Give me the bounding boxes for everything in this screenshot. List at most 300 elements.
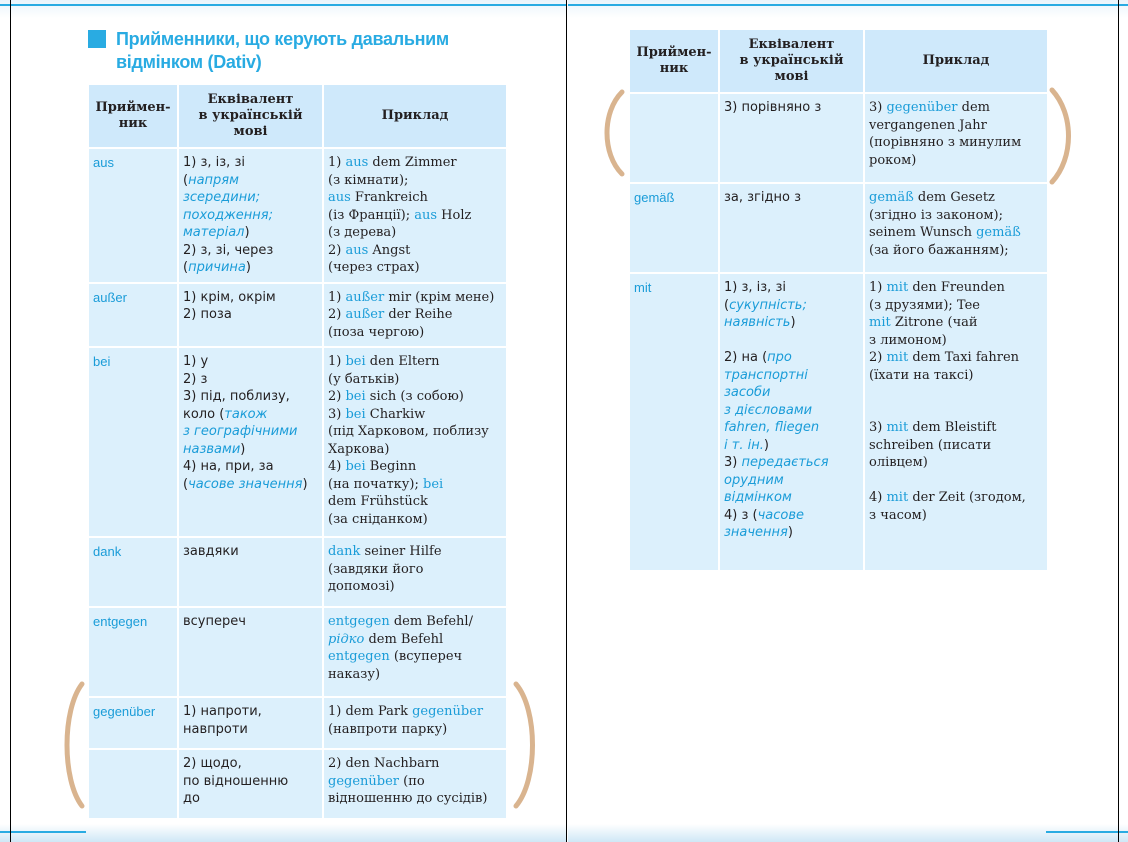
text-run: 2)	[328, 307, 346, 322]
german-preposition: entgegen	[328, 649, 390, 664]
cell-line	[869, 242, 1043, 260]
text-run: роком)	[869, 152, 917, 168]
cell-line	[328, 631, 502, 649]
cell-line	[328, 306, 502, 324]
preposition-cell: außer	[89, 284, 177, 347]
text-run: 4) на, при, за	[183, 459, 274, 474]
page-right-margin-line	[1118, 0, 1119, 842]
text-run: 4) з (	[724, 507, 758, 523]
header-equiv-line: в українській	[198, 108, 303, 123]
text-run: 1)	[869, 280, 887, 295]
german-preposition: mit	[886, 350, 909, 365]
text-run: 1) dem Park	[328, 704, 413, 719]
header-prep-line: ник	[118, 116, 148, 131]
text-run: 3) під, поблизу,	[183, 389, 290, 404]
cell-line	[328, 388, 502, 406]
table-row	[89, 348, 506, 536]
cell-line	[724, 332, 859, 350]
equivalent-cell	[720, 94, 863, 182]
cell-line	[183, 207, 318, 225]
example-cell	[324, 538, 506, 606]
text-run: 3)	[869, 420, 887, 435]
text-run: (завдяки його	[328, 561, 424, 577]
usage-note: передається	[741, 455, 829, 470]
german-preposition: aus	[328, 190, 351, 205]
cell-line	[183, 242, 318, 260]
right-open-bracket-icon	[598, 88, 628, 178]
text-run: den Freunden	[908, 280, 1005, 295]
text-run: vergangenen Jahr	[869, 117, 987, 133]
cell-line	[328, 721, 502, 739]
heading-square-icon	[88, 30, 106, 48]
table-body-right	[630, 94, 1047, 570]
text-run: seiner Hilfe	[360, 544, 442, 559]
text-run: 4)	[869, 490, 887, 505]
header-preposition	[630, 30, 718, 92]
text-run: Holz	[437, 207, 472, 223]
text-run: )	[245, 260, 251, 275]
cell-line	[183, 721, 318, 739]
left-open-bracket-icon	[58, 680, 88, 810]
cell-line	[724, 297, 859, 315]
german-preposition: mit	[886, 490, 909, 505]
cell-line	[328, 189, 502, 207]
german-preposition: bei	[345, 459, 366, 474]
usage-note: значення	[724, 525, 788, 540]
text-run: 2)	[328, 242, 346, 258]
text-run: (згідно із законом);	[869, 207, 1003, 223]
text-run: der Reihe	[384, 307, 453, 322]
usage-note: і т. ін.	[724, 437, 764, 453]
text-run: )	[302, 476, 308, 492]
usage-note: часове	[757, 507, 805, 523]
text-run: Angst	[368, 242, 411, 258]
text-run: 2) щодо,	[183, 756, 242, 771]
text-run: 2) на (	[724, 350, 768, 365]
text-run: )	[787, 525, 793, 540]
header-example: Приклад	[865, 30, 1047, 92]
equivalent-cell	[179, 149, 322, 282]
usage-note: fahren, fliegen	[724, 420, 820, 435]
example-cell	[324, 608, 506, 696]
text-run: dem Bleistift	[908, 420, 997, 435]
cell-line	[869, 224, 1043, 242]
text-run: 4)	[328, 459, 346, 474]
cell-line	[724, 384, 859, 402]
preposition-cell: aus	[89, 149, 177, 282]
equivalent-cell	[179, 608, 322, 696]
text-run: Харкова)	[328, 441, 390, 457]
cell-line	[869, 117, 1043, 135]
cell-line	[328, 406, 502, 424]
text-run: dem Frühstück	[328, 494, 428, 509]
german-preposition: bei	[423, 476, 444, 492]
cell-line	[724, 489, 859, 507]
cell-line	[869, 489, 1043, 507]
german-preposition: aus	[345, 242, 369, 258]
german-preposition: aus	[345, 155, 369, 170]
example-cell	[324, 149, 506, 282]
text-run: (порівняно з минулим	[869, 135, 1022, 150]
german-preposition: gemäß	[869, 190, 914, 205]
text-run: den Eltern	[365, 354, 440, 369]
example-cell	[865, 274, 1047, 570]
cell-line	[328, 423, 502, 441]
german-preposition: gegenüber	[328, 773, 400, 789]
cell-line	[183, 476, 318, 494]
equivalent-cell	[179, 348, 322, 536]
cell-line	[183, 441, 318, 459]
preposition-cell: dank	[89, 538, 177, 606]
cell-line	[328, 476, 502, 494]
text-run: Charkiw	[365, 406, 426, 422]
cell-line	[869, 297, 1043, 315]
cell-line	[183, 289, 318, 307]
text-run: Beginn	[365, 459, 417, 474]
table-row	[89, 608, 506, 696]
header-equiv-line: мові	[233, 124, 268, 139]
cell-line	[869, 279, 1043, 297]
cell-line	[183, 353, 318, 371]
german-preposition: gegenüber	[412, 704, 484, 719]
cell-line	[328, 773, 502, 791]
usage-note: напрям	[188, 172, 239, 188]
cell-line	[328, 511, 502, 529]
example-cell	[324, 698, 506, 748]
right-close-bracket-icon	[1044, 86, 1078, 186]
table-row	[630, 184, 1047, 272]
cell-line	[183, 790, 318, 808]
text-run: )	[244, 225, 250, 240]
cell-line	[869, 349, 1043, 367]
text-run: наказу)	[328, 666, 381, 682]
cell-line	[328, 353, 502, 371]
cell-line	[183, 613, 318, 631]
cell-line	[183, 224, 318, 242]
cell-line	[328, 224, 502, 242]
table-row	[630, 94, 1047, 182]
text-run: відношенню до сусідів)	[328, 791, 488, 806]
cell-line	[869, 507, 1043, 525]
german-preposition: gegenüber	[886, 100, 958, 115]
text-run: seinem Wunsch	[869, 225, 977, 240]
header-prep-line: ник	[659, 61, 689, 76]
german-preposition: dank	[328, 544, 361, 559]
usage-note: матеріал	[183, 225, 245, 240]
text-run: 1) напроти,	[183, 704, 262, 719]
cell-line	[869, 384, 1043, 402]
cell-line	[328, 648, 502, 666]
text-run: 1) з, із, зі	[183, 155, 245, 170]
text-run: з лимоном)	[869, 332, 947, 348]
text-run: навпроти	[183, 721, 248, 737]
cell-line	[328, 790, 502, 808]
cell-line	[869, 99, 1043, 117]
cell-line	[724, 437, 859, 455]
text-run: (з дерева)	[328, 225, 397, 240]
text-run: der Zeit (згодом,	[908, 490, 1026, 505]
text-run: 2)	[869, 350, 887, 365]
usage-note: рідко	[328, 631, 365, 647]
cell-line	[724, 402, 859, 420]
text-run: всупереч	[183, 614, 246, 629]
example-cell	[324, 348, 506, 536]
cell-line	[328, 324, 502, 342]
page-spine-line	[566, 0, 567, 842]
text-run: mir (крім мене)	[384, 289, 495, 305]
usage-note: відмінком	[724, 490, 792, 505]
cell-line	[724, 279, 859, 297]
text-run: 2) den Nachbarn	[328, 756, 440, 771]
header-example: Приклад	[324, 85, 506, 147]
cell-line	[869, 332, 1043, 350]
text-run: допомозі)	[328, 579, 395, 594]
table-body-left	[89, 149, 506, 818]
german-preposition: außer	[345, 289, 385, 305]
table-row	[89, 750, 506, 818]
text-run: (з кімнати);	[328, 172, 409, 188]
cell-line	[183, 703, 318, 721]
preposition-cell: mit	[630, 274, 718, 570]
usage-note: походження;	[183, 207, 273, 223]
cell-line	[724, 349, 859, 367]
table-row	[89, 698, 506, 748]
cell-line	[328, 371, 502, 389]
text-run: 3) порівняно з	[724, 100, 822, 115]
text-run: олівцем)	[869, 455, 928, 470]
usage-note: про	[767, 350, 792, 365]
table-row	[89, 149, 506, 282]
text-run: 2)	[328, 389, 346, 404]
german-preposition: mit	[886, 420, 909, 435]
equivalent-cell	[720, 184, 863, 272]
page-left-margin-line	[10, 0, 11, 842]
german-preposition: bei	[345, 389, 366, 404]
cell-line	[869, 152, 1043, 170]
example-cell	[865, 94, 1047, 182]
text-run: коло (	[183, 406, 225, 422]
cell-line	[869, 437, 1043, 455]
text-run: 2) з	[183, 371, 208, 387]
table-row	[89, 538, 506, 606]
text-run: 1) з, із, зі	[724, 280, 786, 295]
heading-text	[116, 28, 449, 74]
cell-line	[328, 289, 502, 307]
equivalent-cell	[179, 538, 322, 606]
text-run: Frankreich	[350, 190, 428, 205]
text-run: (за сніданком)	[328, 511, 428, 527]
text-run: Zitrone (чай	[890, 315, 978, 330]
example-cell	[865, 184, 1047, 272]
equivalent-cell	[179, 284, 322, 347]
text-run: 1) крім, окрім	[183, 289, 276, 305]
text-run: (по	[399, 773, 425, 789]
cell-line	[869, 314, 1043, 332]
cell-line	[183, 388, 318, 406]
text-run: schreiben (писати	[869, 437, 992, 453]
dativ-prepositions-table-right	[628, 28, 1049, 572]
text-run: 2) з, зі, через	[183, 242, 274, 258]
cell-line	[328, 613, 502, 631]
text-run: завдяки	[183, 544, 239, 559]
cell-line	[183, 306, 318, 324]
left-close-bracket-icon	[508, 680, 542, 810]
equivalent-cell	[720, 274, 863, 570]
german-preposition: mit	[869, 315, 891, 330]
header-equiv-line: в українській	[739, 53, 844, 68]
text-run: 1)	[328, 289, 346, 305]
cell-line	[328, 755, 502, 773]
text-run: 2) поза	[183, 307, 232, 322]
cell-line	[183, 259, 318, 277]
preposition-cell: gemäß	[630, 184, 718, 272]
cell-line	[328, 666, 502, 684]
usage-note: також	[224, 406, 268, 422]
cell-line	[183, 172, 318, 190]
preposition-cell	[89, 750, 177, 818]
text-run: (	[183, 260, 189, 275]
text-run: (із Франції);	[328, 207, 415, 223]
cell-line	[183, 423, 318, 441]
preposition-cell: bei	[89, 348, 177, 536]
german-preposition: bei	[345, 354, 366, 369]
cell-line	[869, 207, 1043, 225]
cell-line	[724, 472, 859, 490]
german-preposition: gemäß	[976, 225, 1021, 240]
text-run: (з друзями); Tee	[869, 297, 980, 313]
header-prep-line: Приймен-	[95, 100, 171, 115]
text-run: dem	[957, 100, 990, 115]
usage-note: наявність	[724, 315, 791, 330]
cell-line	[328, 578, 502, 596]
cell-line	[183, 189, 318, 207]
cell-line	[328, 493, 502, 511]
text-run: dem Befehl/	[389, 614, 473, 629]
usage-note: причина	[188, 260, 246, 275]
text-run: до	[183, 791, 200, 806]
cell-line	[724, 189, 859, 207]
cell-line	[328, 441, 502, 459]
text-run: (	[724, 297, 730, 313]
cell-line	[869, 189, 1043, 207]
preposition-cell: entgegen	[89, 608, 177, 696]
usage-note: з географічними	[183, 424, 298, 439]
cell-line	[183, 406, 318, 424]
text-run: dem Zimmer	[368, 155, 457, 170]
bottom-border-left	[0, 824, 566, 842]
equivalent-cell	[179, 698, 322, 748]
german-preposition: mit	[886, 280, 909, 295]
table-row	[630, 274, 1047, 570]
text-run: )	[240, 441, 246, 457]
german-preposition: entgegen	[328, 614, 390, 629]
usage-note: сукупність;	[729, 297, 807, 313]
cell-line	[183, 543, 318, 561]
cell-line	[724, 507, 859, 525]
text-run: за, згідно з	[724, 190, 801, 205]
text-run: 1) у	[183, 354, 209, 369]
header-equivalent	[720, 30, 863, 92]
text-run: dem Taxi fahren	[908, 350, 1020, 365]
header-equivalent	[179, 85, 322, 147]
cell-line	[183, 755, 318, 773]
cell-line	[869, 402, 1043, 420]
text-run: (у батьків)	[328, 371, 400, 387]
cell-line	[328, 242, 502, 260]
text-run: з часом)	[869, 507, 927, 523]
header-equiv-line: Еквівалент	[207, 92, 294, 107]
cell-line	[724, 524, 859, 542]
preposition-cell: gegenüber	[89, 698, 177, 748]
cell-line	[869, 454, 1043, 472]
cell-line	[183, 154, 318, 172]
text-run: по відношенню	[183, 773, 289, 789]
german-preposition: außer	[345, 307, 385, 322]
cell-line	[724, 99, 859, 117]
cell-line	[183, 458, 318, 476]
cell-line	[724, 314, 859, 332]
header-equiv-line: мові	[774, 69, 809, 84]
cell-line	[328, 154, 502, 172]
text-run: (навпроти парку)	[328, 721, 448, 737]
text-run: (	[183, 172, 189, 188]
cell-line	[328, 207, 502, 225]
cell-line	[328, 703, 502, 721]
preposition-cell	[630, 94, 718, 182]
cell-line	[328, 458, 502, 476]
cell-line	[328, 259, 502, 277]
heading-line-2: відмінком (Dativ)	[116, 52, 262, 72]
usage-note: орудним	[724, 472, 784, 488]
cell-line	[869, 472, 1043, 490]
text-run: 3)	[328, 406, 346, 422]
text-run: (	[183, 476, 189, 492]
usage-note: засоби	[724, 385, 771, 400]
text-run: (під Харковом, поблизу	[328, 424, 489, 439]
text-run: (поза чергою)	[328, 324, 425, 340]
table-row	[89, 284, 506, 347]
cell-line	[869, 419, 1043, 437]
dativ-prepositions-table-left	[87, 83, 508, 820]
text-run: dem Befehl	[364, 631, 444, 647]
example-cell	[324, 284, 506, 347]
usage-note: з дієсловами	[724, 402, 813, 418]
text-run: (їхати на таксі)	[869, 367, 974, 383]
cell-line	[724, 454, 859, 472]
top-border-left	[0, 0, 566, 18]
text-run: (за його бажанням);	[869, 242, 1009, 258]
text-run: (всупереч	[389, 649, 463, 664]
text-run: )	[790, 315, 796, 330]
cell-line	[724, 367, 859, 385]
text-run: (на початку);	[328, 476, 424, 492]
text-run: dem Gesetz	[913, 190, 995, 205]
header-equiv-line: Еквівалент	[748, 37, 835, 52]
usage-note: транспортні	[724, 367, 808, 383]
text-run: 3)	[869, 100, 887, 115]
header-preposition	[89, 85, 177, 147]
text-run: )	[763, 437, 769, 453]
cell-line	[724, 419, 859, 437]
text-run: 1)	[328, 354, 346, 369]
equivalent-cell	[179, 750, 322, 818]
header-prep-line: Приймен-	[636, 45, 712, 60]
cell-line	[869, 367, 1043, 385]
cell-line	[183, 371, 318, 389]
example-cell	[324, 750, 506, 818]
usage-note: часове значення	[188, 476, 303, 492]
text-run: 3)	[724, 455, 742, 470]
